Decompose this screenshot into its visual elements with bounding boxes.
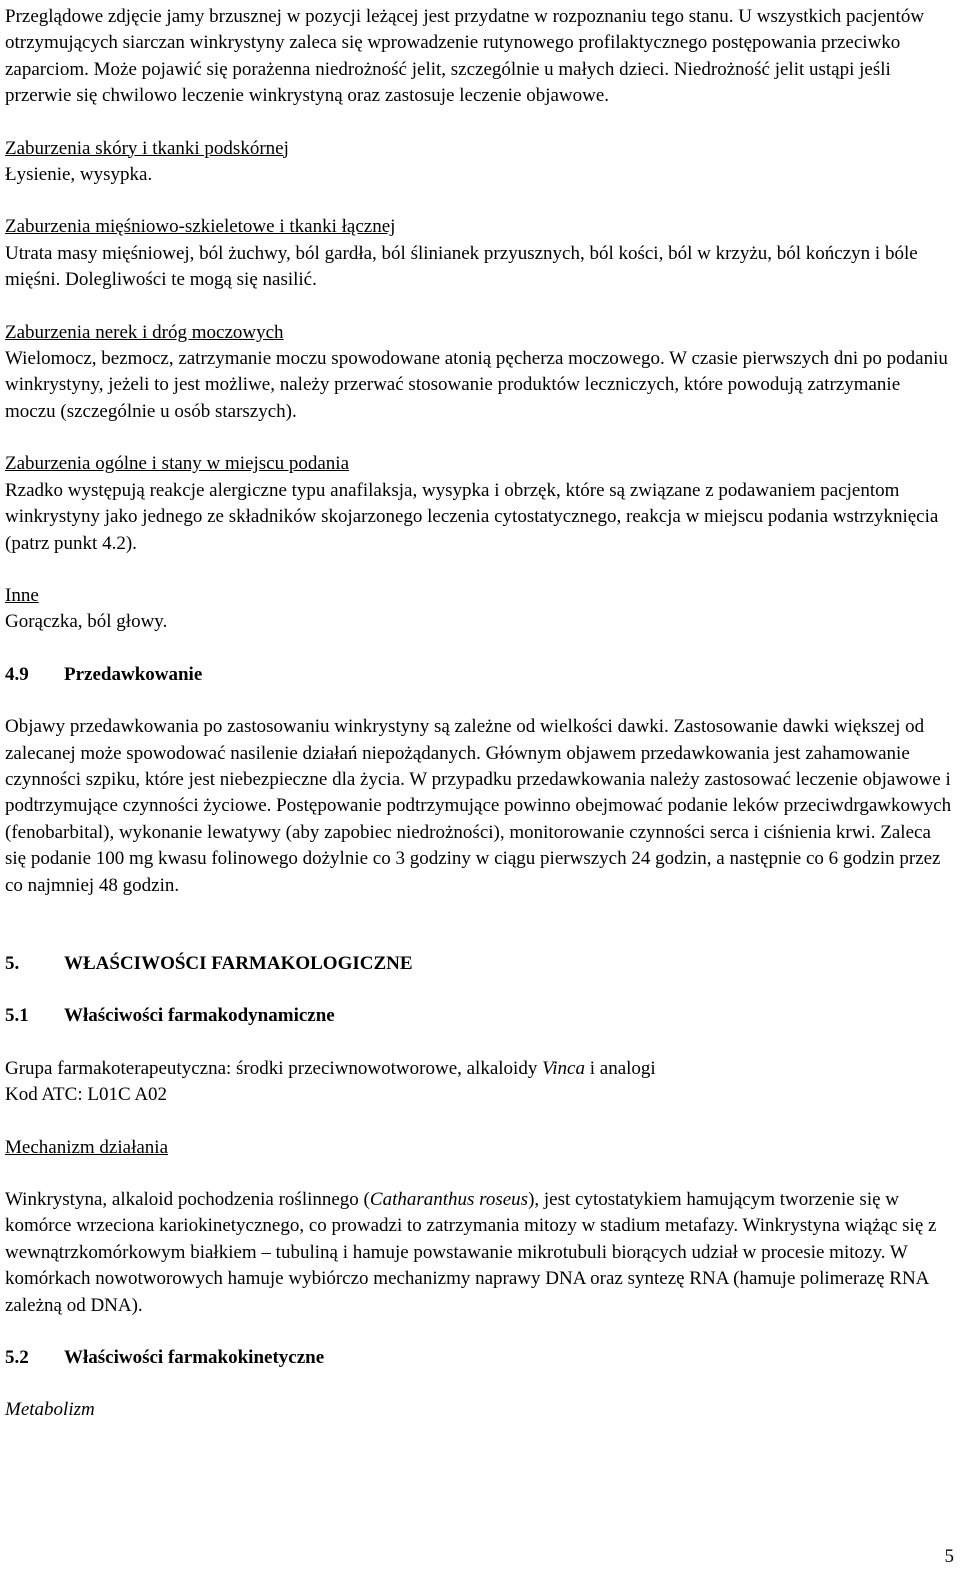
subheading-other: Inne (5, 584, 39, 606)
italic-term: Vinca (542, 1057, 585, 1079)
subheading-metabolism (5, 1397, 955, 1423)
section-number: 4.9 (5, 663, 29, 685)
italic-term: Catharanthus roseus (369, 1189, 529, 1210)
subheading-musculoskeletal: Zaburzenia mięśniowo-szkieletowe i tkanki łącznej (5, 216, 396, 238)
section-title: Właściwości farmakokinetyczne (64, 1347, 325, 1369)
paragraph-intro: Przeglądowe zdjęcie jamy brzusznej w pozycji leżącej jest przydatne w rozpoznaniu tego stanu. U wszystkich pacjentów otrzymujących siarczan winkrystyny zaleca się wprowadzenie rutynowego profilaktycznego postępowania przeciwko zaparciom. Może pojawić się porażenna niedrożność jelit, szczególnie u małych dzieci. Niedrożność jelit ustąpi jeśli przerwie się chwilowo leczenie winkrystyną oraz zastosuje leczenie objawowe. (5, 6, 925, 107)
paragraph-general: Rzadko występują reakcje alergiczne typu anafilaksja, wysypka i obrzęk, które są związane z podawaniem pacjentom winkrystyny jako jednego ze składników skojarzonego leczenia cytostatycznego, reakcja w miejscu podania wstrzyknięcia (patrz punkt 4.2). (5, 479, 939, 554)
paragraph-other: Gorączka, ból głowy. (5, 611, 168, 633)
section-title: Przedawkowanie (64, 663, 203, 685)
paragraph-skin: Łysienie, wysypka. (5, 164, 153, 186)
italic-term: Metabolizm (5, 1399, 95, 1421)
paragraph-musculoskeletal: Utrata masy mięśniowej, ból żuchwy, ból gardła, ból ślinianek przyusznych, ból kości, ból w krzyżu, ból kończyn i bóle mięśni. Dolegliwości te mogą się nasilić. (5, 242, 918, 291)
subheading-kidney: Zaburzenia nerek i dróg moczowych (5, 321, 284, 343)
section-number: 5. (5, 952, 20, 974)
section-number: 5.2 (5, 1347, 29, 1369)
document-page (5, 4, 955, 1424)
text-run: ), jest cytostatykiem hamującym tworzenie się w komórce wrzeciona kariokinetycznego, co prowadzi to zatrzymania mitozy w stadium metafazy. Winkrystyna wiążąc się z wewnątrzkomórkowym białkiem – tubuliną i hamuje powstawanie mikrotubuli biorących udział w procesie mitozy. W komórkach nowotworowych hamuje wybiórczo mechanizmy naprawy DNA oraz syntezę RNA (hamuje polimerazę RNA zależną od DNA). (5, 1189, 937, 1316)
paragraph-atc-code: Kod ATC: L01C A02 (5, 1084, 168, 1106)
subheading-skin: Zaburzenia skóry i tkanki podskórnej (5, 137, 289, 159)
text-run: Winkrystyna, alkaloid pochodzenia roślinnego ( (5, 1189, 370, 1210)
subheading-mechanism: Mechanizm działania (5, 1136, 169, 1158)
section-heading-5-1 (5, 1003, 955, 1029)
section-heading-5-2 (5, 1345, 955, 1371)
paragraph-pharmacotherapeutic-group (5, 1056, 955, 1082)
paragraph-overdose: Objawy przedawkowania po zastosowaniu winkrystyny są zależne od wielkości dawki. Zastosowanie dawki większej od zalecanej może spowodować nasilenie działań niepożądanych. Głównym objawem przedawkowania jest zahamowanie czynności szpiku, które jest niebezpieczne dla życia. W przypadku przedawkowania należy zastosować leczenie objawowe i podtrzymujące czynności życiowe. Postępowanie podtrzymujące powinno obejmować podanie leków przeciwdrgawkowych (fenobarbital), wykonanie lewatywy (aby zapobiec niedrożności), monitorowanie czynności serca i ciśnienia krwi. Zaleca się podanie 100 mg kwasu folinowego dożylnie co 3 godziny w ciągu pierwszych 24 godzin, a następnie co 6 godzin przez co najmniej 48 godzin. (5, 716, 952, 896)
section-heading-5 (5, 951, 955, 977)
section-heading-4-9 (5, 662, 955, 688)
paragraph-kidney: Wielomocz, bezmocz, zatrzymanie moczu spowodowane atonią pęcherza moczowego. W czasie pierwszych dni po podaniu winkrystyny, jeżeli to jest możliwe, należy przerwać stosowanie produktów leczniczych, które powodują zatrzymanie moczu (szczególnie u osób starszych). (5, 348, 948, 422)
section-title: Właściwości farmakodynamiczne (64, 1005, 335, 1027)
text-run: Grupa farmakoterapeutyczna: środki przeciwnowotworowe, alkaloidy (5, 1057, 543, 1079)
section-title: WŁAŚCIWOŚCI FARMAKOLOGICZNE (64, 952, 413, 974)
section-number: 5.1 (5, 1005, 29, 1027)
text-run: i analogi (585, 1057, 656, 1079)
paragraph-mechanism (5, 1187, 955, 1319)
page-number: 5 (944, 1546, 954, 1567)
subheading-general: Zaburzenia ogólne i stany w miejscu podania (5, 453, 350, 475)
